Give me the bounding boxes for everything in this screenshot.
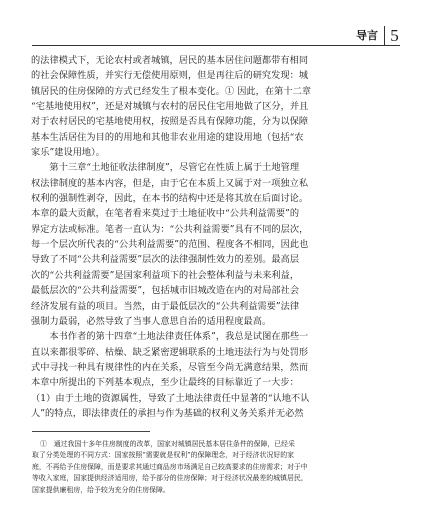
- page-number: 5: [384, 26, 400, 46]
- body-line: 人”的特点，即法律责任的承担与作为基础的权利义务关系并无必然: [31, 407, 304, 419]
- header-rule: [32, 45, 400, 46]
- footnote-line: 国家提供廉租房，给予较为充分的住房保障。: [32, 485, 170, 494]
- body-line: 的法律模式下，无论农村或者城镇，居民的基本居住问题都带有相同: [31, 55, 309, 66]
- body-line: 本章的最大贡献，在笔者看来莫过于土地征收中“公共利益需要”的: [31, 208, 300, 220]
- body-line: 权利的强制性剥夺，因此，在本书的结构中还是将其放在后面讨论。: [31, 193, 309, 205]
- section-label: 导言: [356, 29, 378, 42]
- body-line: 最低层次的“公共利益需要”，包括城市旧城改造在内的对局部社会: [31, 285, 300, 297]
- body-line: 次的“公共利益需要”是国家利益项下的社会整体利益与未来利益，: [31, 269, 300, 281]
- body-line: 强制力最弱，必然导致了当事人意思自治的适用程度最高。: [31, 315, 272, 327]
- body-text: [31, 53, 399, 421]
- body-line: 导致了不同“公共利益需要”层次的法律强制性效力的差别。最高层: [31, 254, 300, 266]
- footnote-rule: [32, 431, 150, 432]
- footnote-line: 庭，不再给予住房保障，而是要求其通过商品房市场满足自己较高要求的住房需求；对于中: [32, 462, 308, 471]
- body-line: 对于农村居民的宅基地使用权，按照是否具有保障功能，分为以保障: [31, 116, 309, 128]
- footnote-line: ① 通过我国十多年住房制度的改革，国家对城镇居民基本居住条件的保障，已经采: [40, 440, 295, 448]
- footnote: [32, 439, 400, 496]
- footnote-line: 等收入家庭，国家提供经济适用房，给予部分的住房保障；对于经济状况最差的城镇居民，: [32, 474, 308, 483]
- body-line: 直以来都很零碎、枯燥、缺乏紧密逻辑联系的土地违法行为与处罚形: [31, 346, 309, 358]
- body-line: 的社会保障性质，并实行无偿使用原则，但是再往后的研究发现：城: [31, 70, 309, 82]
- body-line: 本章中所提出的下列基本观点，至少让最终的目标靠近了一大步：: [31, 377, 299, 389]
- body-line: 镇居民的住房保障的方式已经发生了根本变化。① 因此，在第十二章: [31, 85, 312, 97]
- footnote-line: 取了分类处理的不同方式：国家按照“需要就是权利”的保障理念，对于经济状况好的家: [32, 451, 294, 460]
- body-line: “宅基地使用权”，还是对城镇与农村的居民住宅用地做了区分，并且: [31, 101, 309, 113]
- body-line: 第十三章“土地征收法律制度”，尽管它在性质上属于土地管理: [49, 162, 300, 174]
- body-line: 家乐”建设用地）。: [31, 147, 106, 159]
- body-line: 界定方法或标准。笔者一直认为：“公共利益需要”具有不同的层次，: [31, 223, 309, 235]
- body-line: 权法律制度的基本内容，但是，由于它在本质上又属于对一项独立私: [31, 177, 309, 189]
- running-header: [32, 26, 400, 46]
- body-line: 经济发展有益的项目。当然，由于最低层次的“公共利益需要”法律: [31, 300, 300, 312]
- body-line: 每一个层次所代表的“公共利益需要”的范围、程度各不相同，因此也: [31, 239, 309, 251]
- body-line: 本书作者的第十四章“土地法律责任体系”，我总是试图在那些一: [49, 331, 309, 343]
- body-line: （1）由于土地的资源属性，导致了土地法律责任中显著的“认地不认: [31, 392, 310, 404]
- body-line: 式中寻找一种具有规律性的内在关系，尽管至今尚无满意结果，然而: [31, 361, 309, 373]
- body-line: 基本生活居住为目的的用地和其他非农业用途的建设用地（包括“农: [31, 131, 304, 143]
